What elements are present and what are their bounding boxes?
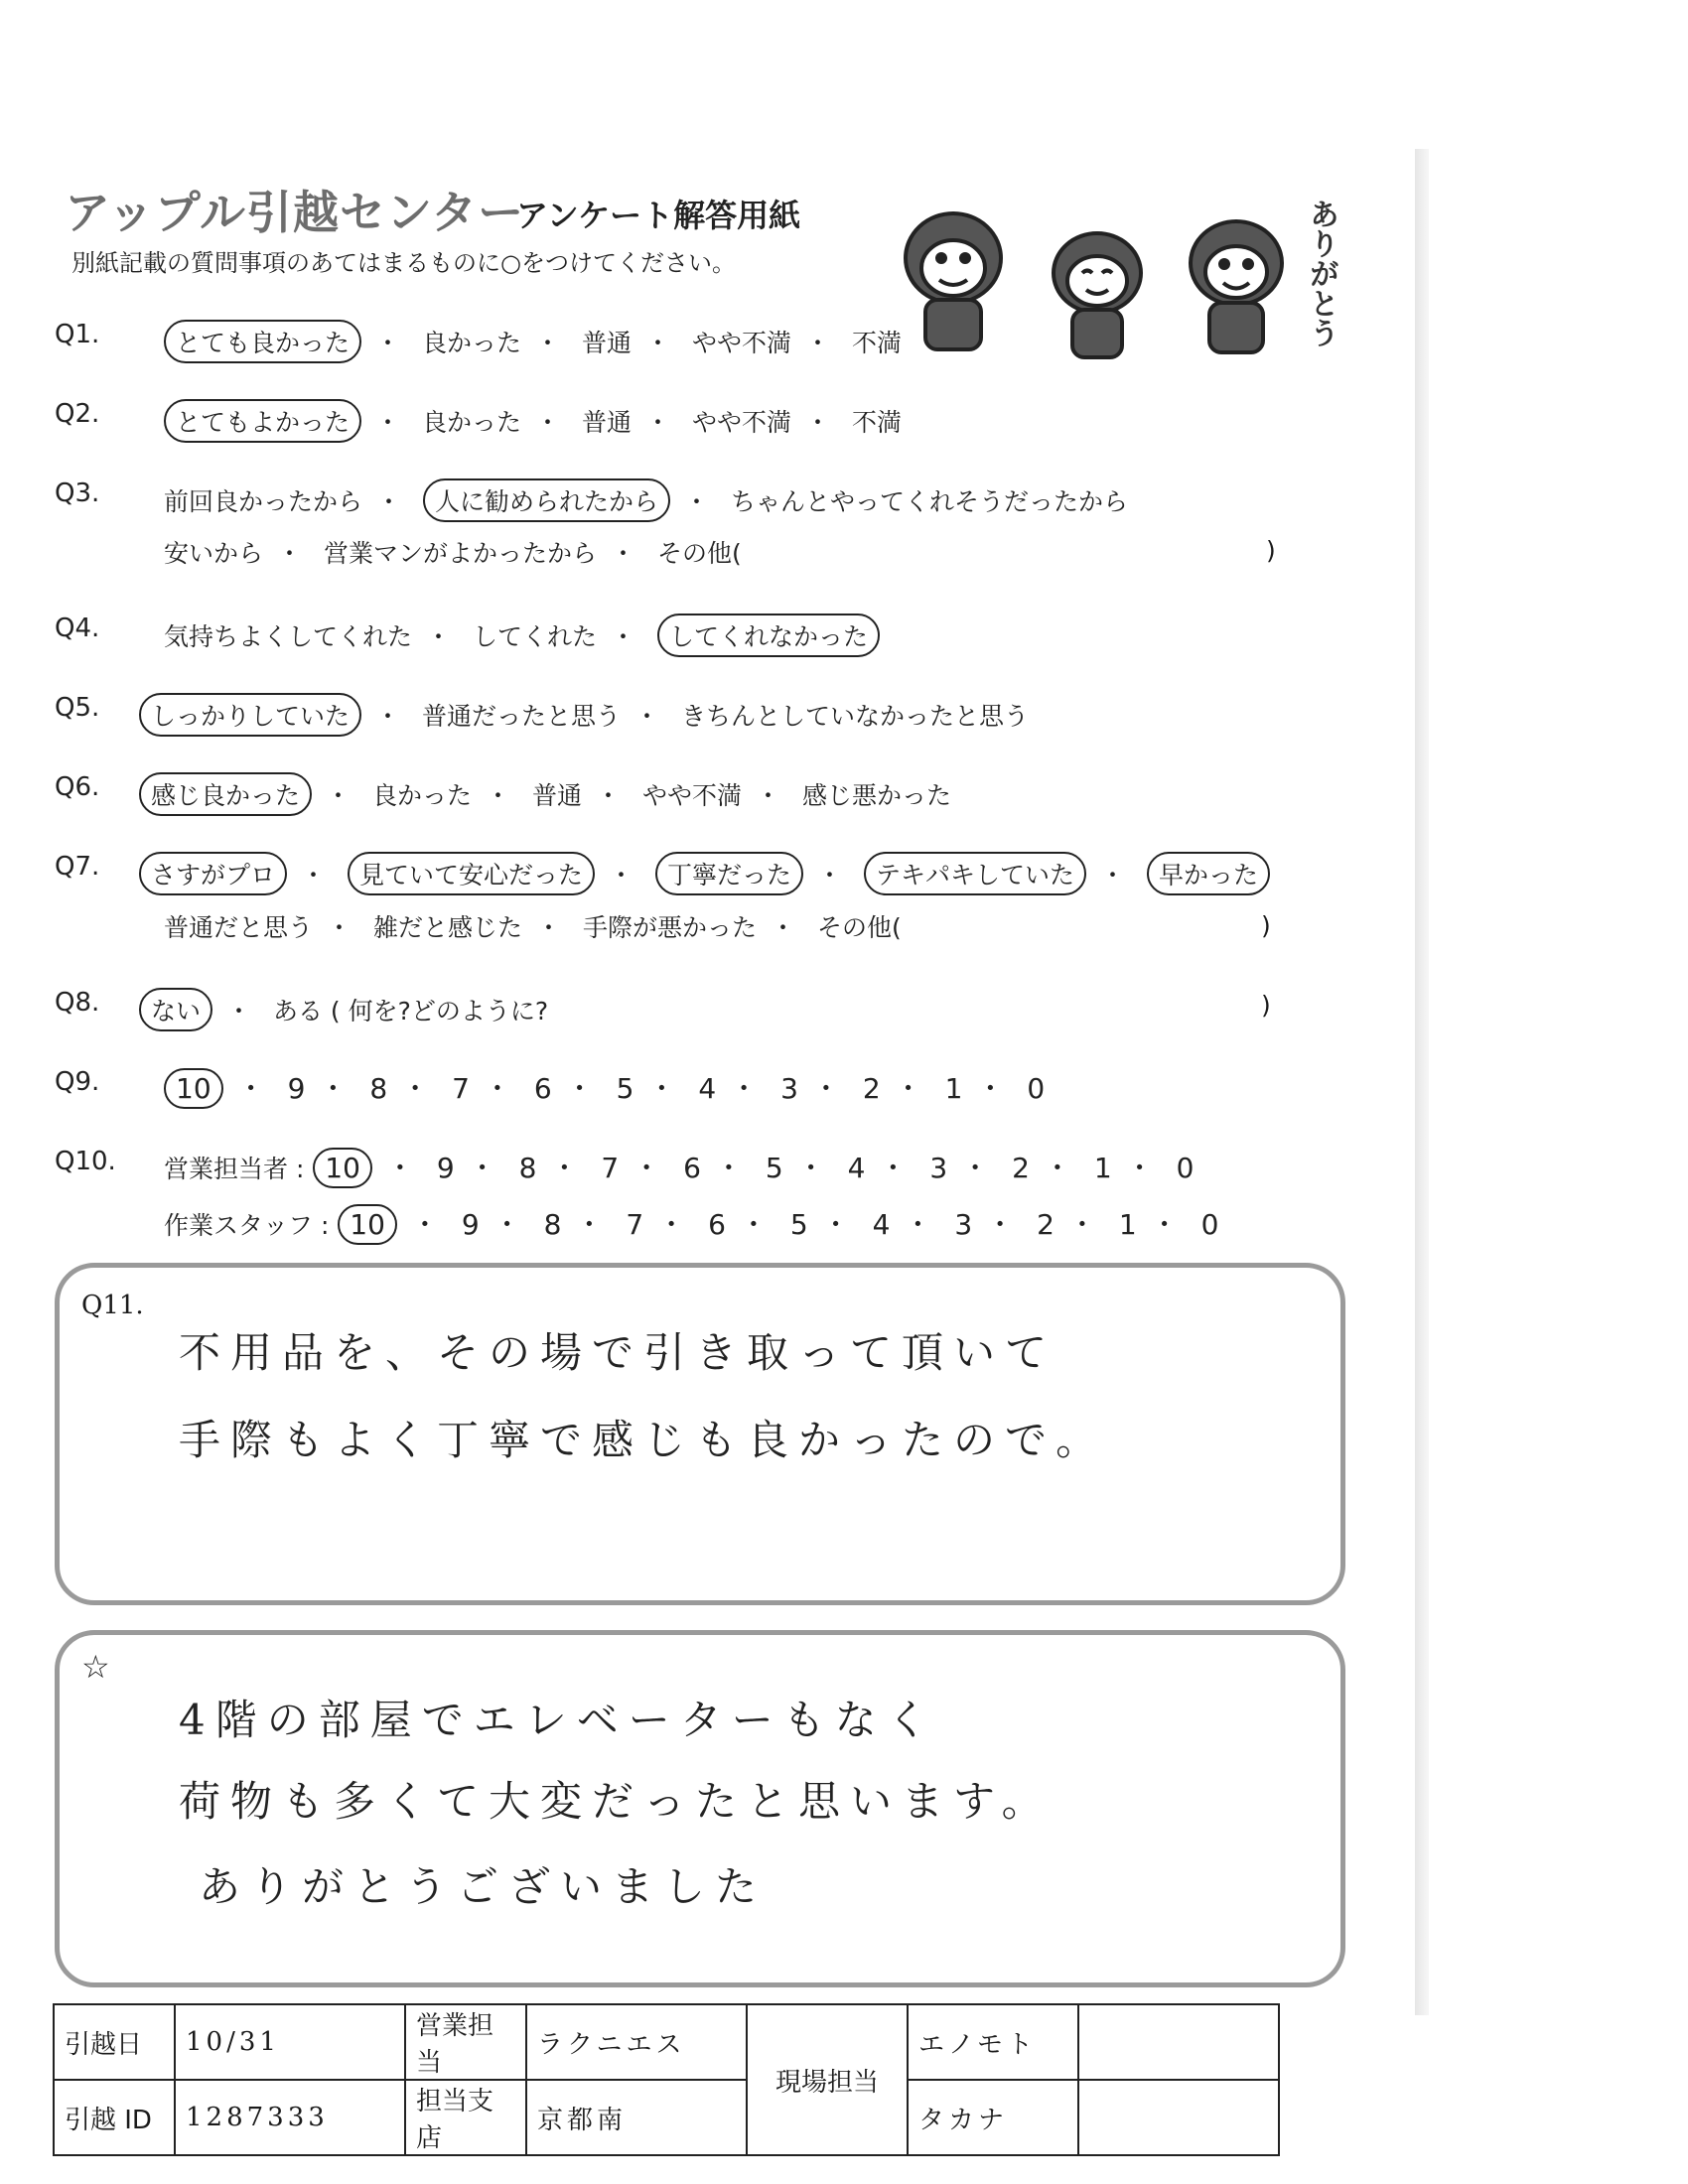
q8-option-selected[interactable]: ない [139, 988, 212, 1031]
move-date-label: 引越日 [54, 2004, 175, 2080]
q8-close-paren: ) [1261, 991, 1271, 1020]
q9-score[interactable]: 2 [862, 1072, 881, 1105]
q10-sales-score[interactable]: 9 [436, 1152, 455, 1184]
move-id-value[interactable]: 1287333 [175, 2080, 405, 2155]
q6-option[interactable]: 感じ悪かった [801, 781, 951, 810]
monkey-middle-icon [1054, 233, 1141, 357]
q8-label: Q8. [55, 988, 100, 1018]
site-rep-value-1[interactable]: エノモト [908, 2004, 1078, 2080]
q4-label: Q4. [55, 614, 100, 643]
q6-label: Q6. [55, 772, 100, 802]
q9-score[interactable]: 9 [287, 1072, 306, 1105]
q2-option[interactable]: 普通 [581, 408, 632, 437]
q3-option[interactable]: 安いから [164, 539, 264, 568]
q10-staff-score[interactable]: 3 [954, 1208, 973, 1241]
q10-sales-score[interactable]: 8 [518, 1152, 537, 1184]
q7-option[interactable]: 手際が悪かった [582, 913, 757, 942]
q1-option[interactable]: 良かった [421, 329, 521, 357]
q1-option[interactable]: 普通 [581, 329, 632, 357]
q3-options: 前回良かったから ・ 人に勧められたから ・ ちゃんとやってくれそうだったから [164, 478, 1128, 522]
q2-options: とてもよかった ・ 良かった ・ 普通 ・ やや不満 ・ 不満 [164, 399, 902, 443]
q9-scale: 10 ・ 9 ・ 8 ・ 7 ・ 6 ・ 5 ・ 4 ・ 3 ・ 2 ・ 1 ・ 0 [164, 1067, 1045, 1109]
monkey-left-icon [906, 213, 1001, 349]
q10-staff-score[interactable]: 0 [1200, 1208, 1219, 1241]
q2-option[interactable]: 良かった [421, 408, 521, 437]
q3-option[interactable]: 営業マンがよかったから [323, 539, 597, 568]
branch-value[interactable]: 京都南 [526, 2080, 747, 2155]
form-subtitle: アンケート解答用紙 [516, 197, 801, 234]
q10-staff-score[interactable]: 4 [872, 1208, 891, 1241]
site-rep-label: 現場担当 [747, 2004, 908, 2155]
q6-option[interactable]: 普通 [531, 781, 582, 810]
q5-option-selected[interactable]: しっかりしていた [139, 693, 361, 737]
q10-sales-score[interactable]: 2 [1012, 1152, 1030, 1184]
q7-options-row2: 普通だと思う ・ 雑だと感じた ・ 手際が悪かった ・ その他( [164, 908, 902, 944]
q1-option[interactable]: やや不満 [691, 329, 791, 357]
q7-label: Q7. [55, 852, 100, 882]
q5-option[interactable]: 普通だったと思う [421, 702, 621, 731]
q10-sales-score[interactable]: 6 [683, 1152, 701, 1184]
q9-label: Q9. [55, 1067, 100, 1097]
q2-option[interactable]: やや不満 [691, 408, 791, 437]
q7-option-selected[interactable]: 早かった [1147, 852, 1270, 895]
q4-option[interactable]: 気持ちよくしてくれた [164, 622, 413, 651]
q2-label: Q2. [55, 399, 100, 429]
q4-options: 気持ちよくしてくれた ・ してくれた ・ してくれなかった [164, 614, 880, 657]
comment-line: 4階の部屋でエレベーターもなく [179, 1696, 938, 1744]
q11-label: Q11. [81, 1291, 144, 1320]
q7-close-paren: ) [1261, 911, 1271, 940]
q7-option-selected[interactable]: テキパキしていた [864, 852, 1086, 895]
site-rep-value-2[interactable]: タカナ [908, 2080, 1078, 2155]
q8-option[interactable]: ある ( 何を?どのように? [272, 997, 549, 1025]
q8-options: ない ・ ある ( 何を?どのように? [139, 988, 548, 1031]
q10-staff-score[interactable]: 8 [543, 1208, 562, 1241]
star-icon: ☆ [81, 1648, 110, 1686]
q3-option-selected[interactable]: 人に勧められたから [423, 478, 670, 522]
q10-staff-score[interactable]: 2 [1037, 1208, 1055, 1241]
site-rep-extra-1[interactable] [1078, 2004, 1279, 2080]
q10-sales-score[interactable]: 0 [1176, 1152, 1195, 1184]
q7-option-other[interactable]: その他( [816, 913, 902, 942]
sales-rep-value[interactable]: ラクニエス [526, 2004, 747, 2080]
q7-options: さすがプロ ・ 見ていて安心だった ・ 丁寧だった ・ テキパキしていた ・ 早かった [139, 852, 1270, 895]
q11-answer-line: 不用品を、その場で引き取って頂いて [179, 1328, 1057, 1377]
q9-score-selected[interactable]: 10 [164, 1068, 223, 1109]
q11-answer-line: 手際もよく丁寧で感じも良かったので。 [179, 1416, 1108, 1464]
q6-option[interactable]: 良かった [371, 781, 472, 810]
q10-sales-scale: 営業担当者 : 10 ・ 9 ・ 8 ・ 7 ・ 6 ・ 5 ・ 4 ・ 3 ・ 2 ・ 1 ・ 0 [164, 1147, 1194, 1188]
q1-label: Q1. [55, 320, 100, 349]
q3-option[interactable]: 前回良かったから [164, 487, 363, 516]
q7-option[interactable]: 雑だと感じた [372, 913, 522, 942]
q2-option[interactable]: 不満 [851, 408, 902, 437]
q7-option-selected[interactable]: さすがプロ [139, 852, 287, 895]
q10-staff-score[interactable]: 6 [708, 1208, 726, 1241]
q10-staff-score[interactable]: 7 [626, 1208, 644, 1241]
instruction-text: 別紙記載の質問事項のあてはまるものに○をつけてください。 [71, 249, 736, 277]
q1-option[interactable]: 不満 [851, 329, 902, 357]
q10-sales-score[interactable]: 5 [765, 1152, 783, 1184]
q9-score[interactable]: 8 [369, 1072, 388, 1105]
move-date-value[interactable]: 10/31 [175, 2004, 405, 2080]
q10-sales-label: 営業担当者 : [164, 1155, 305, 1183]
q9-score[interactable]: 6 [533, 1072, 552, 1105]
thanks-text: ありがとう [1304, 199, 1338, 347]
q3-close-paren: ) [1266, 536, 1276, 565]
q5-option[interactable]: きちんとしていなかったと思う [680, 702, 1029, 731]
q10-staff-score[interactable]: 9 [461, 1208, 480, 1241]
q10-staff-score[interactable]: 5 [789, 1208, 808, 1241]
q9-score[interactable]: 3 [780, 1072, 798, 1105]
q1-option-selected[interactable]: とても良かった [164, 320, 361, 363]
q10-sales-score-selected[interactable]: 10 [313, 1148, 372, 1188]
q9-score[interactable]: 5 [616, 1072, 634, 1105]
branch-label: 担当支店 [405, 2080, 526, 2155]
q10-sales-score[interactable]: 1 [1093, 1152, 1112, 1184]
move-id-label: 引越 ID [54, 2080, 175, 2155]
q5-options: しっかりしていた ・ 普通だったと思う ・ きちんとしていなかったと思う [139, 693, 1029, 737]
q7-option-selected[interactable]: 見ていて安心だった [348, 852, 595, 895]
monkey-right-icon [1191, 221, 1282, 352]
q10-label: Q10. [55, 1147, 116, 1176]
q10-staff-score[interactable]: 1 [1118, 1208, 1137, 1241]
q9-score[interactable]: 0 [1027, 1072, 1046, 1105]
q10-staff-label: 作業スタッフ : [164, 1211, 330, 1240]
comment-line: ありがとうございました [199, 1862, 768, 1911]
q3-option-other[interactable]: その他( [656, 539, 742, 568]
q6-options: 感じ良かった ・ 良かった ・ 普通 ・ やや不満 ・ 感じ悪かった [139, 772, 951, 816]
q9-score[interactable]: 4 [698, 1072, 717, 1105]
q4-option-selected[interactable]: してくれなかった [657, 614, 880, 657]
sales-rep-label: 営業担当 [405, 2004, 526, 2080]
q7-option-selected[interactable]: 丁寧だった [655, 852, 803, 895]
q3-label: Q3. [55, 478, 100, 508]
q3-option[interactable]: ちゃんとやってくれそうだったから [730, 487, 1128, 516]
comment-line: 荷物も多くて大変だったと思います。 [179, 1777, 1054, 1826]
q10-staff-scale: 作業スタッフ : 10 ・ 9 ・ 8 ・ 7 ・ 6 ・ 5 ・ 4 ・ 3 ・ 2 ・ 1 ・ 0 [164, 1203, 1218, 1245]
q9-score[interactable]: 7 [452, 1072, 470, 1105]
q10-sales-score[interactable]: 3 [929, 1152, 948, 1184]
q4-option[interactable]: してくれた [472, 622, 597, 651]
q10-sales-score[interactable]: 4 [847, 1152, 866, 1184]
move-info-table [53, 2003, 1280, 2156]
mascot-illustration [874, 189, 1331, 367]
q7-option[interactable]: 普通だと思う [164, 913, 314, 942]
q3-options-row2: 安いから ・ 営業マンがよかったから ・ その他( [164, 534, 742, 570]
q1-options: とても良かった ・ 良かった ・ 普通 ・ やや不満 ・ 不満 [164, 320, 902, 363]
q6-option[interactable]: やや不満 [641, 781, 742, 810]
q10-sales-score[interactable]: 7 [601, 1152, 620, 1184]
q2-option-selected[interactable]: とてもよかった [164, 399, 361, 443]
q5-label: Q5. [55, 693, 100, 723]
site-rep-extra-2[interactable] [1078, 2080, 1279, 2155]
q9-score[interactable]: 1 [944, 1072, 963, 1105]
q6-option-selected[interactable]: 感じ良かった [139, 772, 312, 816]
q10-staff-score-selected[interactable]: 10 [338, 1204, 397, 1245]
company-title: アップル引越センター [65, 186, 525, 239]
page-edge [1415, 149, 1429, 2015]
